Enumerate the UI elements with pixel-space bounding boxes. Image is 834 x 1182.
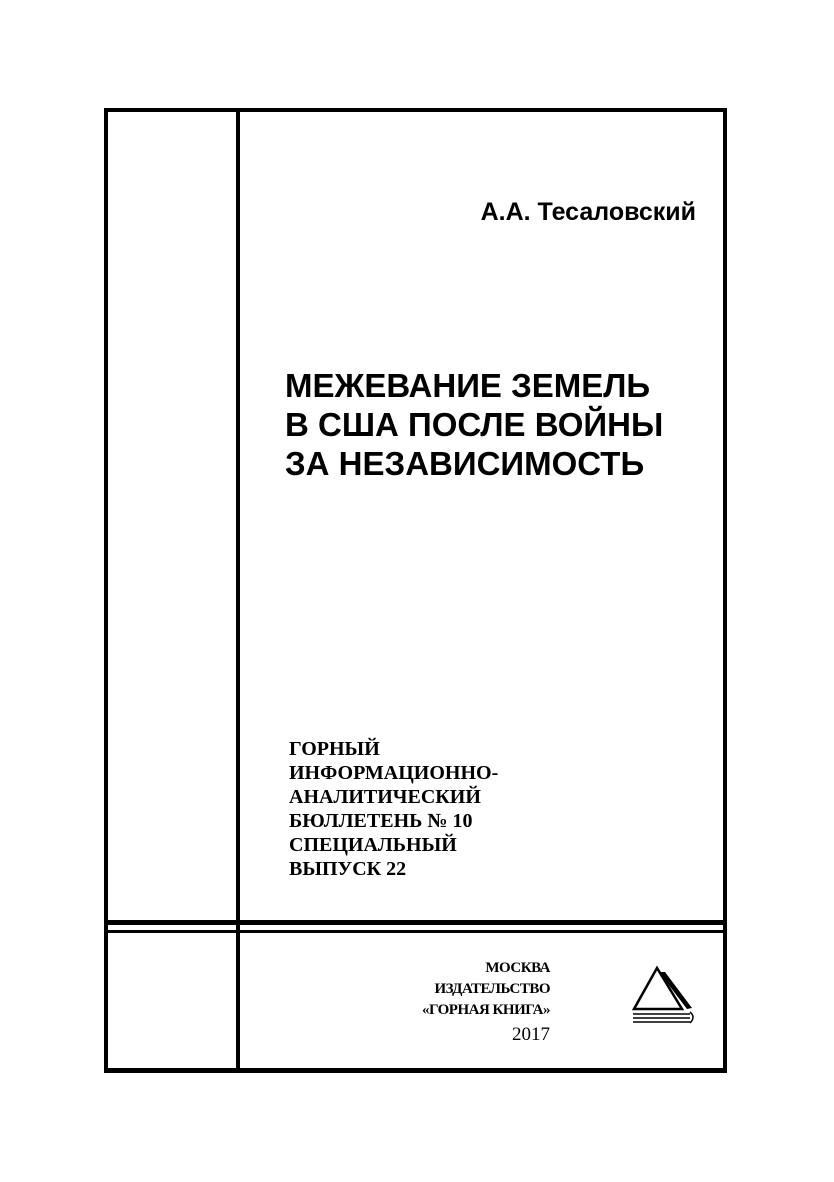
series-line: ВЫПУСК 22 bbox=[289, 858, 407, 880]
title-line: ЗА НЕЗАВИСИМОСТЬ bbox=[285, 445, 645, 482]
series-line: АНАЛИТИЧЕСКИЙ bbox=[289, 786, 481, 808]
publisher-info bbox=[380, 958, 550, 1021]
frame-bottom bbox=[104, 1068, 727, 1073]
publisher-line: ИЗДАТЕЛЬСТВО bbox=[434, 981, 550, 997]
title-line: В США ПОСЛЕ ВОЙНЫ bbox=[285, 406, 664, 443]
book-title bbox=[285, 366, 663, 483]
frame-top bbox=[104, 108, 727, 112]
author-name: А.А. Тесаловский bbox=[480, 198, 696, 226]
frame-divider-thick bbox=[104, 920, 727, 925]
frame-divider-thin bbox=[104, 930, 727, 933]
frame-spine-divider bbox=[236, 108, 240, 1073]
title-line: МЕЖЕВАНИЕ ЗЕМЕЛЬ bbox=[285, 367, 651, 404]
publication-year: 2017 bbox=[512, 1024, 550, 1045]
series-line: СПЕЦИАЛЬНЫЙ bbox=[289, 834, 457, 856]
series-line: БЮЛЛЕТЕНЬ № 10 bbox=[289, 810, 473, 832]
publisher-line: МОСКВА bbox=[485, 960, 550, 976]
publisher-logo-icon bbox=[632, 965, 702, 1035]
series-info bbox=[289, 737, 498, 881]
frame-right bbox=[723, 108, 727, 1073]
series-line: ГОРНЫЙ bbox=[289, 738, 380, 760]
publisher-line: «ГОРНАЯ КНИГА» bbox=[421, 1002, 550, 1018]
series-line: ИНФОРМАЦИОННО- bbox=[289, 762, 499, 784]
frame-left bbox=[104, 108, 108, 1073]
